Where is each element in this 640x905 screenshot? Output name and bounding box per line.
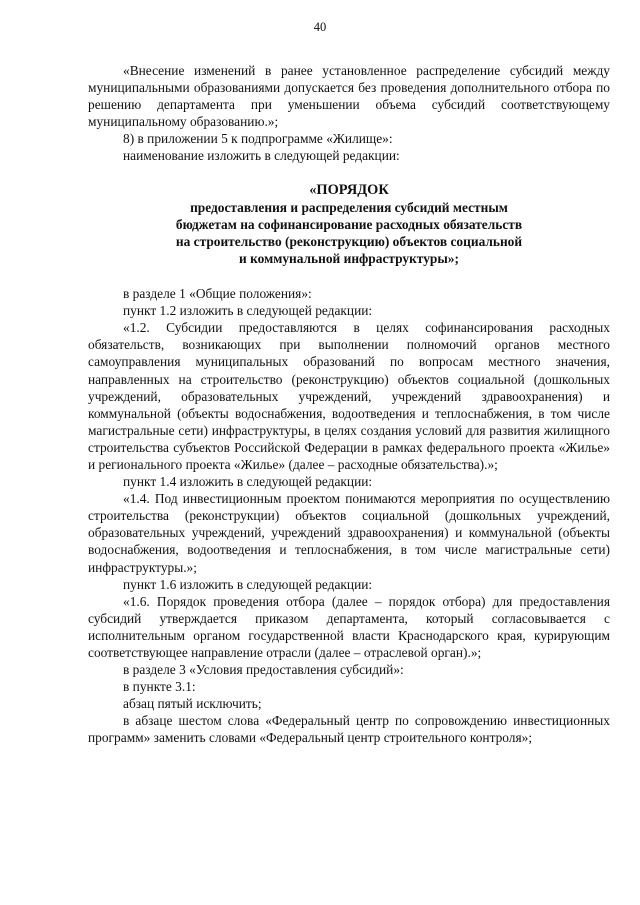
paragraph-abzac-5: абзац пятый исключить; (123, 696, 262, 712)
paragraph-point-1-4-text: «1.4. Под инвестиционным проектом понимаются мероприятия по осуществлению строительства (реконструкции) объектов социальной (дошкольных учреждений, образовательных учреждений, учреждений здравоохранения) и коммунальной (объекты водоснабжения, водоотведения и теплоснабжения, в том числе магистральные сети) инфраструктуры.»; (88, 491, 610, 575)
document-heading (88, 182, 610, 267)
heading-line-2: предоставления и распределения субсидий местным (190, 199, 508, 215)
heading-line-4: на строительство (реконструкцию) объектов социальной (175, 233, 523, 249)
paragraph-point-1-6-intro: пункт 1.6 изложить в следующей редакции: (123, 576, 373, 592)
paragraph-distribution-changes: «Внесение изменений в ранее установленное распределение субсидий между муниципальными образованиями допускается без проведения дополнительного отбора по решению департамента при уменьшении объема субсидий соответствующему муниципальному образованию.»; (88, 63, 610, 130)
paragraph-section-1: в разделе 1 «Общие положения»: (123, 286, 312, 302)
heading-line-3: бюджетам на софинансирование расходных обязательств (175, 216, 523, 232)
paragraph-name-edit: наименование изложить в следующей редакции: (123, 148, 400, 164)
heading-line-1: «ПОРЯДОК (309, 181, 389, 198)
paragraph-section-3: в разделе 3 «Условия предоставления субсидий»: (123, 662, 404, 678)
paragraph-point-1-2-intro: пункт 1.2 изложить в следующей редакции: (123, 303, 373, 319)
paragraph-abzac-6: в абзаце шестом слова «Федеральный центр по сопровождению инвестиционных программ» заменить словами «Федеральный центр строительного контроля»; (88, 713, 610, 746)
paragraph-point-3-1: в пункте 3.1: (123, 679, 196, 695)
page-number: 40 (313, 20, 327, 34)
paragraph-appendix-5: 8) в приложении 5 к подпрограмме «Жилище»: (123, 131, 393, 147)
paragraph-point-1-2-text: «1.2. Субсидии предоставляются в целях софинансирования расходных обязательств, возникающих при выполнении полномочий органов местного самоуправления муниципальных образований по вопросам местного значения, направленных на строительство (реконструкцию) объектов социальной (дошкольных учреждений, образовательных учреждений, учреждений здравоохранения) и коммунальной (объекты водоснабжения, водоотведения и теплоснабжения, в том числе магистральные сети) инфраструктуры, в целях создания условий для развития жилищного строительства субъектов Российской Федерации в рамках федерального проекта «Жилье» и регионального проекта «Жилье» (далее – расходные обязательства).»; (88, 320, 610, 472)
document-body (88, 62, 610, 747)
heading-line-5: и коммунальной инфраструктуры»; (239, 250, 459, 266)
paragraph-point-1-6-text: «1.6. Порядок проведения отбора (далее – порядок отбора) для предоставления субсидий утверждается приказом департамента, который согласовывается с исполнительным органом государственной власти Краснодарского края, курирующим соответствующее направление отрасли (далее – отраслевой орган).»; (88, 593, 610, 660)
paragraph-point-1-4-intro: пункт 1.4 изложить в следующей редакции: (123, 474, 373, 490)
